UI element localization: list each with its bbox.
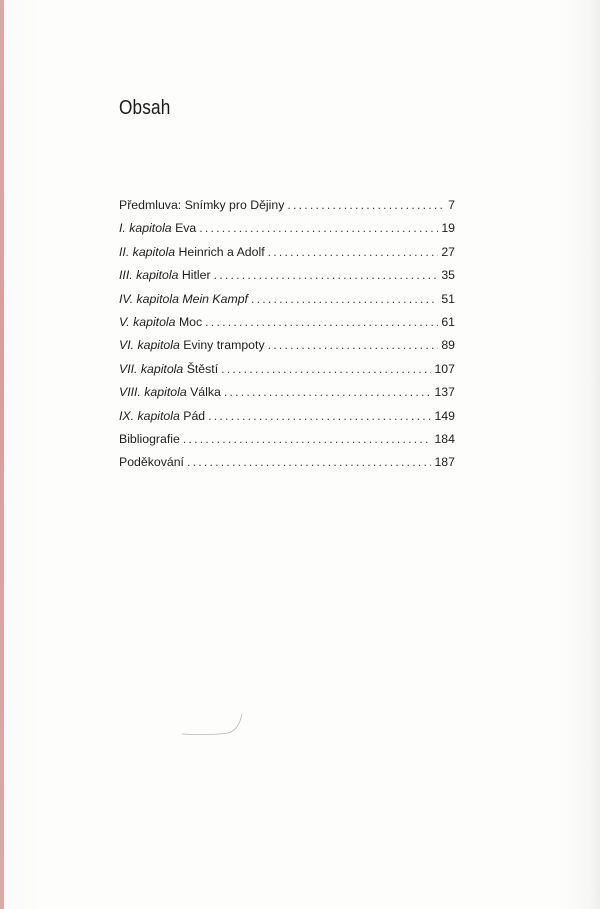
toc-entry-label	[119, 385, 221, 399]
toc-page-number: 89	[441, 338, 455, 353]
table-of-contents	[119, 198, 455, 479]
toc-entry	[119, 409, 455, 432]
toc-entry-label	[119, 362, 218, 376]
toc-chapter-label: III. kapitola	[119, 268, 179, 283]
toc-page-number: 184	[434, 431, 455, 446]
toc-page-number: 19	[441, 221, 455, 236]
toc-dot-leader	[251, 292, 438, 306]
toc-entry	[119, 268, 455, 291]
toc-entry-title: Bibliografie	[119, 431, 180, 446]
toc-entry-label	[119, 432, 180, 446]
toc-chapter-label: VII. kapitola	[119, 361, 184, 376]
toc-entry	[119, 245, 455, 268]
toc-entry-label	[119, 221, 196, 235]
pencil-mark	[180, 712, 244, 738]
toc-entry-label	[119, 409, 205, 423]
toc-entry-label	[119, 198, 284, 212]
toc-page-number: 187	[434, 455, 455, 470]
toc-entry-title: Heinrich a Adolf	[178, 244, 265, 259]
toc-entry-title: Mein Kampf	[182, 291, 248, 306]
toc-page-number: 107	[434, 361, 455, 376]
toc-entry	[119, 198, 455, 221]
toc-dot-leader	[268, 338, 439, 352]
page-edge-shadow	[0, 0, 4, 909]
toc-entry-title: Pád	[183, 408, 206, 423]
toc-page-number: 149	[434, 408, 455, 423]
toc-chapter-label: VI. kapitola	[119, 338, 180, 353]
toc-entry-title: Poděkování	[119, 455, 184, 470]
toc-entry-label	[119, 245, 265, 259]
toc-entry-label	[119, 315, 202, 329]
toc-entry-title: Hitler	[181, 268, 211, 283]
toc-dot-leader	[199, 221, 438, 235]
toc-dot-leader	[183, 432, 432, 446]
toc-dot-leader	[268, 245, 439, 259]
toc-page-number: 7	[448, 198, 455, 212]
toc-entry-title: Moc	[178, 314, 203, 329]
toc-page-number: 27	[441, 244, 455, 259]
toc-chapter-label: IV. kapitola	[119, 291, 179, 306]
toc-entry-title: Eviny trampoty	[183, 338, 265, 353]
page-title: Obsah	[119, 97, 171, 119]
toc-entry	[119, 221, 455, 244]
toc-dot-leader	[287, 198, 445, 212]
toc-entry	[119, 455, 455, 478]
toc-entry-label	[119, 292, 248, 306]
toc-dot-leader	[205, 315, 438, 329]
toc-page-number: 61	[441, 314, 455, 329]
toc-dot-leader	[214, 268, 439, 282]
toc-entry-title: Štěstí	[186, 361, 219, 376]
toc-page-number: 137	[434, 385, 455, 400]
toc-entry	[119, 292, 455, 315]
toc-entry	[119, 362, 455, 385]
toc-entry-title: Eva	[175, 221, 197, 236]
toc-chapter-label: IX. kapitola	[119, 408, 180, 423]
toc-entry	[119, 385, 455, 408]
toc-dot-leader	[221, 362, 431, 376]
toc-chapter-label: V. kapitola	[119, 314, 176, 329]
toc-chapter-label: II. kapitola	[119, 244, 176, 259]
toc-dot-leader	[208, 409, 431, 423]
toc-entry	[119, 432, 455, 455]
toc-entry	[119, 315, 455, 338]
toc-dot-leader	[187, 455, 432, 469]
toc-chapter-label: I. kapitola	[119, 221, 172, 236]
toc-entry	[119, 338, 455, 361]
toc-entry-title: Předmluva: Snímky pro Dějiny	[119, 198, 285, 212]
toc-chapter-label: VIII. kapitola	[119, 385, 187, 400]
toc-page-number: 35	[441, 268, 455, 283]
toc-entry-label	[119, 338, 265, 352]
toc-entry-title: Válka	[190, 385, 221, 400]
toc-entry-label	[119, 268, 211, 282]
toc-entry-label	[119, 455, 184, 469]
toc-dot-leader	[224, 385, 432, 399]
toc-page-number: 51	[441, 291, 455, 306]
